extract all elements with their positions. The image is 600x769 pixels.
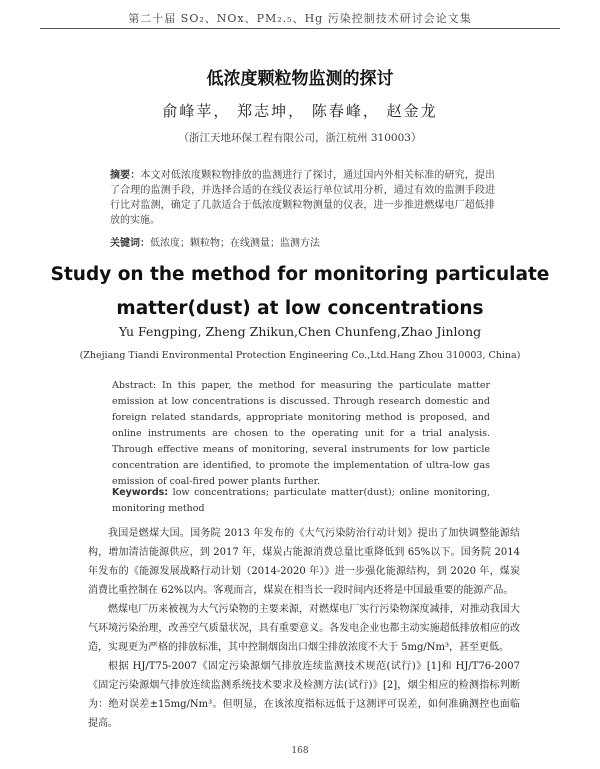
chinese-title: 低浓度颗粒物监测的探讨 — [206, 69, 394, 89]
english-abstract: Abstract: In this paper, the method for measuring the particulate matter emission at low concentrations is discussed. Through research domestic and foreign related standards, appropriate monitoring method is proposed, and online instruments are chosen to the operating unit for a trial analysis. Through effective means of monitoring, several instruments for low particle concentration are identified, to promote the implementation of ultra-low gas emission of coal-fired power plants further. — [112, 380, 490, 487]
chinese-keywords — [110, 234, 495, 249]
english-title-line-1: Study on the method for monitoring particulate — [50, 264, 550, 285]
chinese-affiliation: （浙江天地环保工程有限公司，浙江杭州 310003） — [178, 132, 422, 144]
page-number: 168 — [291, 746, 309, 756]
chinese-abstract-label: 摘要： — [110, 170, 141, 181]
english-title-line-2: matter(dust) at low concentrations — [116, 298, 484, 319]
chinese-authors: 俞峰苹， 郑志坤， 陈春峰， 赵金龙 — [162, 102, 438, 120]
body-paragraph-3: 根据 HJ/T75-2007《固定污染源烟气排放连续监测技术规范(试行)》[1]和 HJ/T76-2007《固定污染源烟气排放连续监测系统技术要求及检测方法(试行)》[2]，烟尘相应的检测指标判断为：绝对误差±15mg/Nm³。但明显，在该浓度指标远低于这测评可误差，如何准确测控也面临提高。 — [88, 661, 520, 729]
body-paragraph-2: 燃煤电厂历来被视为大气污染物的主要来源，对燃煤电厂实行污染物深度减排，对推动我国大气环境污染治理，改善空气质量状况，具有重要意义。各发电企业也都主动实施超低排放相应的改造，实现更为严格的排放标准，其中控制烟囱出口烟尘排放浓度不大于 5mg/Nm³，甚至更低。 — [88, 604, 520, 653]
chinese-keywords-label: 关键词： — [110, 238, 150, 249]
chinese-abstract — [110, 168, 495, 228]
chinese-keywords-text: 低浓度；颗粒物；在线测量；监测方法 — [150, 238, 320, 249]
english-keywords — [112, 485, 490, 517]
running-header: 第二十届 SO₂、NOx、PM₂.₅、Hg 污染控制技术研讨会论文集 — [128, 12, 472, 25]
english-title — [0, 258, 600, 326]
english-authors: Yu Fengping, Zheng Zhikun,Chen Chunfeng,Zhao Jinlong — [118, 324, 482, 339]
english-keywords-label: Keywords: — [112, 487, 169, 498]
chinese-abstract-text: 本文对低浓度颗粒物排放的监测进行了探讨，通过国内外相关标准的研究，提出了合理的监测手段，并选择合适的在线仪表运行单位试用分析，通过有效的监测手段进行比对监测，确定了几款适合于低浓度颗粒物测量的仪表，进一步推进燃煤电厂超低排放的实施。 — [110, 170, 496, 226]
body-text — [88, 524, 520, 733]
english-affiliation: (Zhejiang Tiandi Environmental Protection Engineering Co.,Ltd.Hang Zhou 310003, China) — [79, 350, 521, 361]
body-paragraph-1: 我国是燃煤大国。国务院 2013 年发布的《大气污染防治行动计划》提出了加快调整能源结构，增加清洁能源供应，到 2017 年，煤炭占能源消费总量比重降低到 65%以下。国务院 2014 年发布的《能源发展战略行动计划（2014-2020 年）》进一步强化能源结构，到 2020 年，煤炭消费比重控制在 62%以内。客观而言，煤炭在相当长一段时间内还将是中国最重要的能源产品。 — [88, 528, 520, 596]
english-keywords-text: low concentrations; particulate matter(dust); online monitoring, monitoring method — [112, 487, 490, 514]
header-rule — [40, 28, 560, 29]
